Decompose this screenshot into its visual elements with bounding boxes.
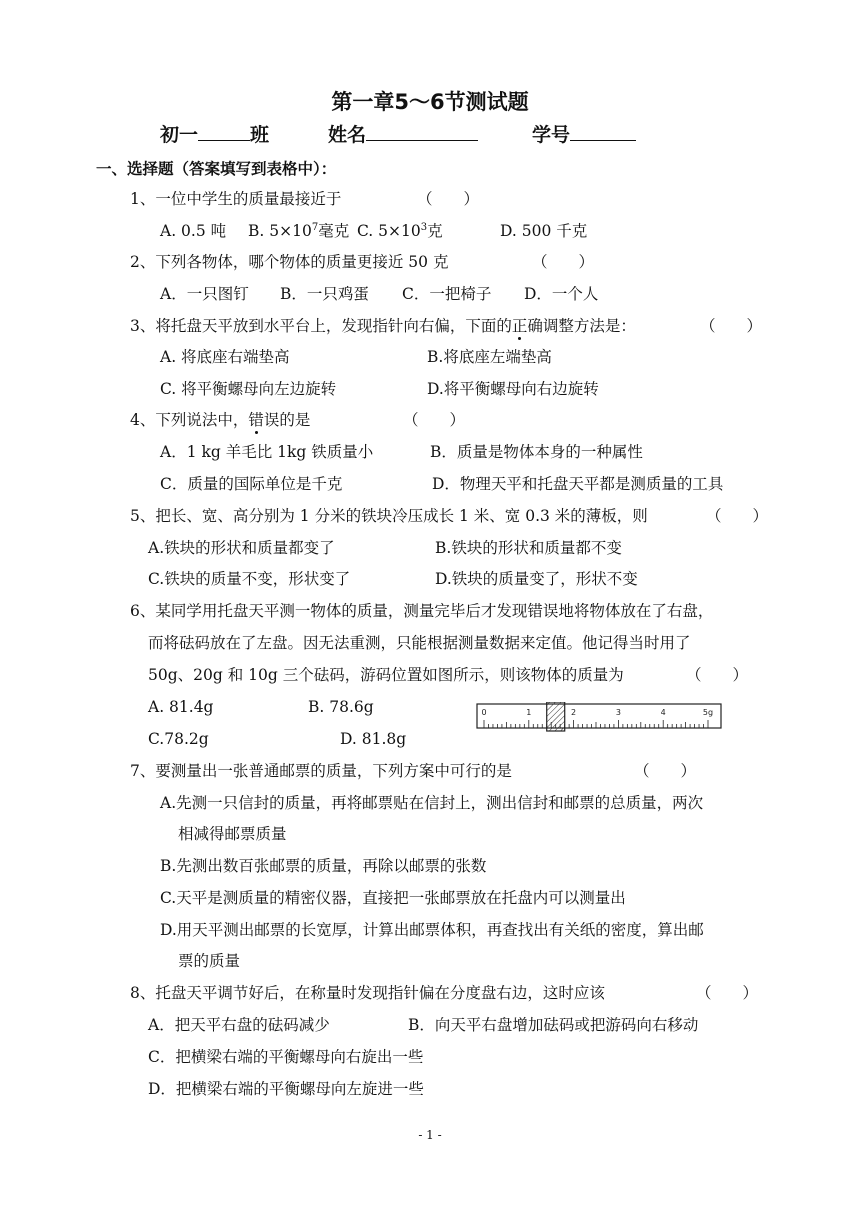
- student-info-row: [160, 120, 269, 147]
- q6-option-a: A. 81.4g: [148, 698, 214, 716]
- q1-stem: 1、一位中学生的质量最接近于: [130, 190, 342, 208]
- q7-option-a-line2: 相减得邮票质量: [178, 825, 287, 843]
- name-label: 姓名: [328, 124, 367, 146]
- q4-stem: 4、下列说法中，错误的是: [130, 411, 311, 429]
- q1-option-d: D. 500 千克: [500, 222, 588, 240]
- q7-option-d-line2: 票的质量: [178, 952, 241, 970]
- q6-option-b: B. 78.6g: [308, 698, 374, 716]
- q3-paren: （ ）: [700, 317, 763, 335]
- scale-frame: [477, 704, 721, 728]
- q6-stem-line2: 而将砝码放在了左盘。因无法重测，只能根据测量数据来定值。他记得当时用了: [148, 634, 691, 652]
- q8-stem: 8、托盘天平调节好后，在称量时发现指针偏在分度盘右边，这时应该: [130, 984, 605, 1002]
- q2-stem: 2、下列各物体，哪个物体的质量更接近 50 克: [130, 253, 449, 271]
- id-label: 学号: [532, 124, 571, 146]
- q2-option-b: B．一只鸡蛋: [280, 285, 369, 303]
- q5-option-a: A.铁块的形状和质量都变了: [148, 539, 335, 557]
- q6-stem-line3: 50g、20g 和 10g 三个砝码，游码位置如图所示，则该物体的质量为: [148, 666, 624, 684]
- q7-option-d-line1: D.用天平测出邮票的长宽厚，计算出邮票体积，再查找出有关纸的密度，算出邮: [160, 921, 704, 939]
- scale-label: 4: [660, 708, 666, 717]
- q1-option-b: B. $5\times 10^7$毫克: [248, 221, 350, 240]
- rider-block: [547, 702, 565, 731]
- q7-stem: 7、要测量出一张普通邮票的质量，下列方案中可行的是: [130, 762, 512, 780]
- q4-paren: （ ）: [403, 411, 466, 429]
- scale-label: 2: [571, 708, 577, 717]
- class-blank[interactable]: [198, 122, 250, 141]
- rider-scale-figure: [476, 702, 724, 732]
- q2-option-d: D．一个人: [524, 285, 599, 303]
- q7-option-b: B.先测出数百张邮票的质量，再除以邮票的张数: [160, 857, 487, 875]
- q2-paren: （ ）: [532, 253, 595, 271]
- q8-option-a: A．把天平右盘的砝码减少: [148, 1016, 330, 1034]
- id-field-group: [532, 120, 636, 147]
- q6-stem-line1: 6、某同学用托盘天平测一物体的质量，测量完毕后才发现错误地将物体放在了右盘，: [130, 602, 714, 620]
- q3-option-a: A. 将底座右端垫高: [160, 348, 290, 366]
- scale-label: 1: [526, 708, 532, 717]
- name-blank[interactable]: [366, 122, 478, 141]
- q2-option-a: A．一只图钉: [160, 285, 249, 303]
- name-field-group: [328, 120, 478, 147]
- q7-option-a-line1: A.先测一只信封的质量，再将邮票贴在信封上，测出信封和邮票的总质量，两次: [160, 794, 704, 812]
- class-suffix: 班: [250, 124, 270, 146]
- q3-option-c: C. 将平衡螺母向左边旋转: [160, 380, 337, 398]
- id-blank[interactable]: [570, 122, 636, 141]
- q8-option-d: D．把横梁右端的平衡螺母向左旋进一些: [148, 1080, 424, 1098]
- scale-label: 3: [615, 708, 621, 717]
- q4-option-a: A．1 kg 羊毛比 1kg 铁质量小: [160, 443, 374, 461]
- q8-option-b: B．向天平右盘增加砝码或把游码向右移动: [408, 1016, 699, 1034]
- q8-paren: （ ）: [696, 984, 759, 1002]
- class-prefix: 初一: [160, 124, 199, 146]
- q6-paren: （ ）: [686, 666, 749, 684]
- q6-option-d: D. 81.8g: [340, 730, 407, 748]
- scale-label: 0: [481, 708, 487, 717]
- scale-label: 5g: [702, 708, 714, 717]
- q5-option-d: D.铁块的质量变了，形状不变: [435, 570, 638, 588]
- q2-option-c: C．一把椅子: [402, 285, 492, 303]
- section-heading: 一、选择题（答案填写到表格中）：: [96, 160, 337, 178]
- q1-paren: （ ）: [417, 190, 480, 208]
- q4-option-b: B．质量是物体本身的一种属性: [430, 443, 643, 461]
- q7-paren: （ ）: [634, 762, 697, 780]
- q5-stem: 5、把长、宽、高分别为 1 分米的铁块冷压成长 1 米、宽 0.3 米的薄板，则: [130, 507, 648, 525]
- q4-option-c: C．质量的国际单位是千克: [160, 475, 343, 493]
- q5-paren: （ ）: [706, 507, 769, 525]
- q8-option-c: C．把横梁右端的平衡螺母向右旋出一些: [148, 1048, 424, 1066]
- q6-option-c: C.78.2g: [148, 730, 209, 748]
- q1-option-c: C. $5\times 10^3$克: [357, 221, 443, 240]
- q1-option-a: A. 0.5 吨: [160, 222, 227, 240]
- q5-option-c: C.铁块的质量不变，形状变了: [148, 570, 351, 588]
- q4-option-d: D．物理天平和托盘天平都是测质量的工具: [432, 475, 724, 493]
- q7-option-c: C.天平是测质量的精密仪器，直接把一张邮票放在托盘内可以测量出: [160, 889, 626, 907]
- q3-option-b: B.将底座左端垫高: [427, 348, 552, 366]
- q3-stem: 3、将托盘天平放到水平台上，发现指针向右偏，下面的正确调整方法是：: [130, 317, 636, 335]
- page-title: 第一章5～6节测试题: [331, 90, 529, 114]
- q3-option-d: D.将平衡螺母向右边旋转: [427, 380, 599, 398]
- q5-option-b: B.铁块的形状和质量都不变: [435, 539, 622, 557]
- page-number: - 1 -: [418, 1128, 442, 1142]
